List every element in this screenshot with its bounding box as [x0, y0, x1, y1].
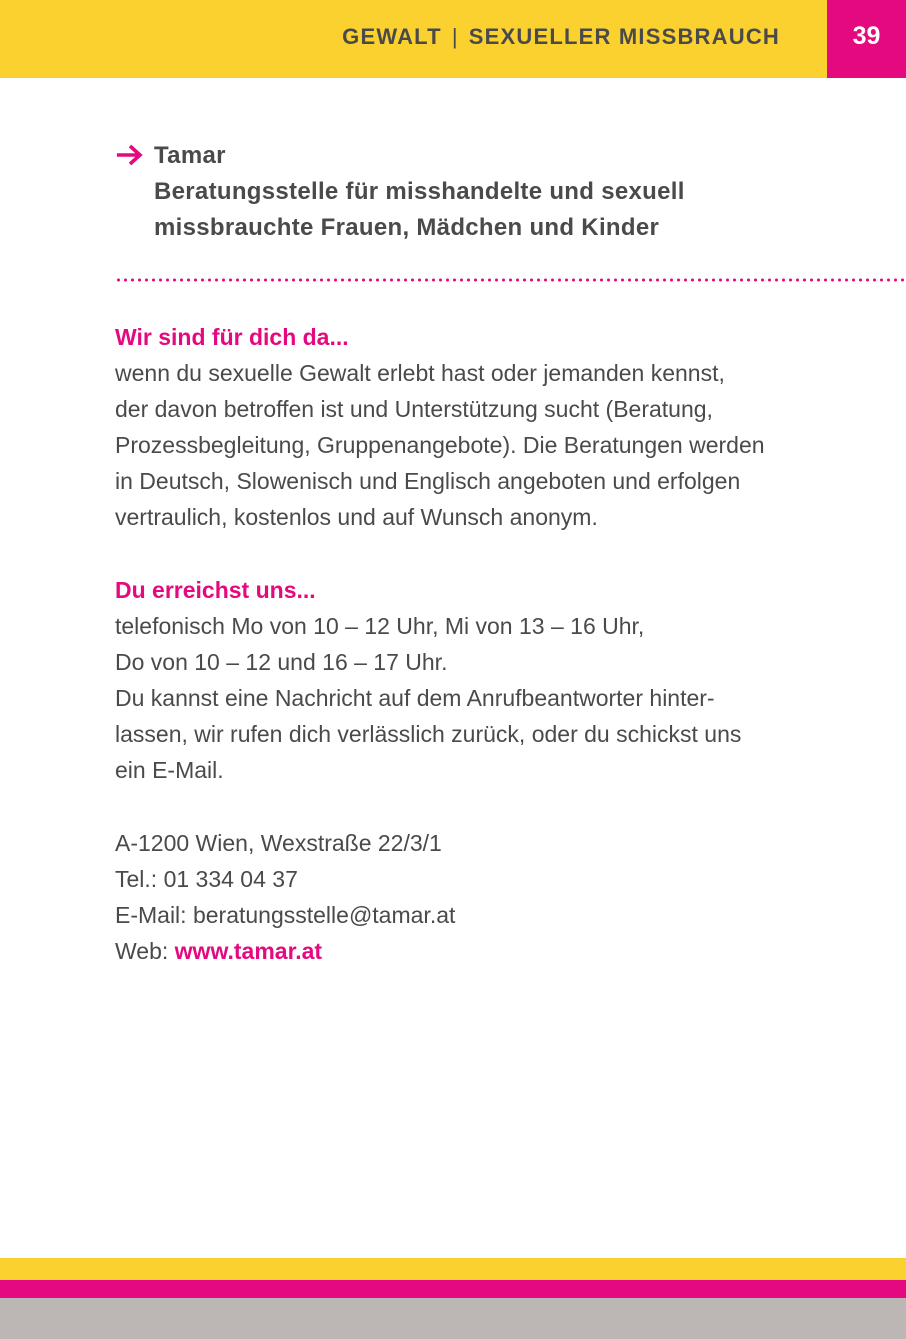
address-web — [115, 933, 855, 969]
organization-description-line: missbrauchte Frauen, Mädchen und Kinder — [154, 214, 660, 241]
section-help-line: wenn du sexuelle Gewalt erlebt hast oder jemanden kennst, — [115, 360, 725, 386]
section-help-line: der davon betroffen ist und Unterstützung sucht (Beratung, — [115, 396, 713, 422]
footer-stripe-grey — [0, 1298, 906, 1339]
address-email: E-Mail: beratungsstelle@tamar.at — [115, 902, 456, 928]
organization-name: Tamar — [154, 142, 226, 169]
section-contact-line: lassen, wir rufen dich verlässlich zurück, oder du schickst uns — [115, 721, 742, 747]
dotted-divider — [115, 278, 906, 282]
page-header — [0, 0, 906, 78]
address-street: A-1200 Wien, Wexstraße 22/3/1 — [115, 830, 442, 856]
section-contact-line: Do von 10 – 12 und 16 – 17 Uhr. — [115, 649, 448, 675]
organization-description-line: Beratungsstelle für misshandelte und sexuell — [154, 178, 685, 205]
page-number: 39 — [827, 0, 906, 78]
website-link[interactable]: www.tamar.at — [174, 938, 323, 964]
organization-title — [115, 138, 875, 246]
section-contact-line: telefonisch Mo von 10 – 12 Uhr, Mi von 13 – 16 Uhr, — [115, 613, 645, 639]
section-help-line: Prozessbegleitung, Gruppenangebote). Die Beratungen werden — [115, 432, 765, 458]
section-contact-line: ein E-Mail. — [115, 757, 224, 783]
address-block — [115, 825, 855, 969]
section-help-line: in Deutsch, Slowenisch und Englisch angeboten und erfolgen — [115, 468, 741, 494]
header-title — [342, 24, 780, 50]
section-help-line: vertraulich, kostenlos und auf Wunsch anonym. — [115, 504, 598, 530]
footer-stripe-yellow — [0, 1258, 906, 1280]
section-help-heading: Wir sind für dich da... — [115, 324, 349, 350]
arrow-right-icon — [115, 144, 145, 166]
address-web-label: Web: — [115, 938, 169, 964]
header-subcategory: SEXUELLER MISSBRAUCH — [468, 24, 780, 49]
footer-stripe-magenta — [0, 1280, 906, 1298]
section-contact-heading: Du erreichst uns... — [115, 577, 316, 603]
section-contact — [115, 572, 855, 788]
section-help — [115, 319, 855, 535]
address-phone: Tel.: 01 334 04 37 — [115, 866, 298, 892]
section-contact-line: Du kannst eine Nachricht auf dem Anrufbeantworter hinter- — [115, 685, 715, 711]
header-separator: | — [451, 24, 459, 49]
header-category: GEWALT — [342, 24, 442, 49]
